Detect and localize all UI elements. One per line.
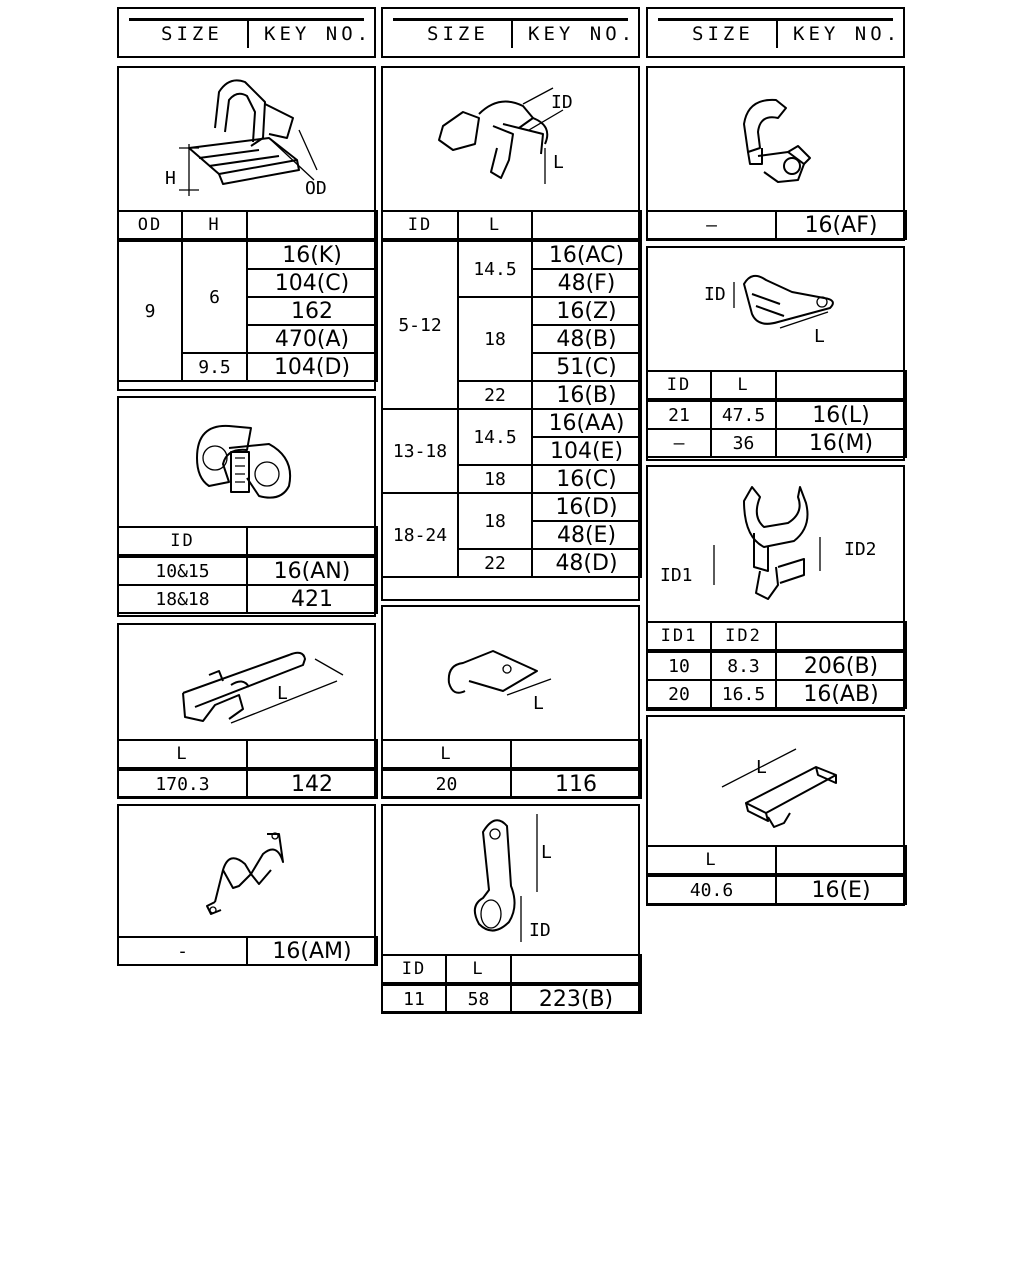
clip-drawing [119, 625, 374, 741]
cell-key: 16(L) [776, 400, 906, 429]
cell-l: 20 [382, 769, 511, 798]
cell-id2: 16.5 [711, 680, 776, 708]
panel-clip-id1-id2 [646, 465, 905, 711]
col-header-l: L [382, 740, 511, 769]
col-header-id2: ID2 [711, 622, 776, 651]
cell-key: 16(AA) [532, 409, 641, 437]
cell-id: 11 [382, 984, 446, 1013]
dim-label-h: H [165, 168, 176, 189]
col-header-l: L [458, 211, 532, 240]
dim-label-id: ID [529, 920, 551, 941]
clip-drawing [119, 806, 374, 936]
cell-key: 16(AF) [776, 211, 906, 239]
col-header-key [776, 846, 906, 875]
col-header-h: H [182, 211, 247, 240]
cell-key: 16(AN) [247, 556, 377, 585]
col-header-od: OD [118, 211, 182, 240]
cell-key: 470(A) [247, 325, 377, 353]
panel-clip-l-short [381, 605, 640, 798]
cell-key: 142 [247, 769, 377, 798]
dim-label-id1: ID1 [660, 565, 693, 586]
key-label: KEY NO. [793, 23, 902, 45]
cell-key: 421 [247, 585, 377, 613]
cell-size: - [118, 937, 247, 965]
col-header-id: ID [118, 527, 247, 556]
cell-key: 104(D) [247, 353, 377, 381]
col-header-id1: ID1 [647, 622, 711, 651]
cell-key: 48(B) [532, 325, 641, 353]
cell-key: 206(B) [776, 651, 906, 680]
clip-drawing [648, 717, 903, 847]
col-header-key [247, 211, 377, 240]
key-label: KEY NO. [528, 23, 637, 45]
cell-id: — [647, 429, 711, 457]
cell-l: 14.5 [458, 409, 532, 465]
clip-l-long-table [117, 739, 378, 799]
clip-af-table [646, 210, 907, 240]
panel-clip-am [117, 804, 376, 966]
cell-id: 18-24 [382, 493, 458, 577]
col-header-l: L [647, 846, 776, 875]
cell-key: 16(AB) [776, 680, 906, 708]
cell-id: 5-12 [382, 240, 458, 409]
cell-l: 47.5 [711, 400, 776, 429]
dim-label-l: L [533, 693, 544, 714]
key-label: KEY NO. [264, 23, 373, 45]
cell-key: 16(AC) [532, 240, 641, 269]
cell-l: 36 [711, 429, 776, 457]
col-header-key [511, 955, 641, 984]
clip-l-flat-table [646, 845, 907, 905]
cell-key: 48(D) [532, 549, 641, 577]
clip-id-l-small-table [646, 370, 907, 458]
cell-l: 170.3 [118, 769, 247, 798]
panel-clip-id-l [381, 66, 640, 601]
cell-key: 116 [511, 769, 641, 798]
panel-clip-l-long [117, 623, 376, 798]
clip-id-l-table [381, 210, 642, 578]
cell-key: 51(C) [532, 353, 641, 381]
cell-key: 223(B) [511, 984, 641, 1013]
size-label: SIZE [692, 23, 754, 45]
clip-drawing [119, 68, 374, 212]
cell-h: 6 [182, 240, 247, 353]
clip-id1-id2-table [646, 621, 907, 709]
dim-label-l: L [541, 842, 552, 863]
cell-id: 13-18 [382, 409, 458, 493]
col-header-key [776, 371, 906, 400]
col-header-l: L [118, 740, 247, 769]
col-header-key [247, 740, 377, 769]
cell-h: 9.5 [182, 353, 247, 381]
clip-od-h-table [117, 210, 378, 382]
cell-key: 16(AM) [247, 937, 377, 965]
cell-l: 18 [458, 493, 532, 549]
col-header-key [247, 527, 377, 556]
cell-l: 22 [458, 381, 532, 409]
clip-drawing [648, 68, 903, 212]
panel-clip-id-pair [117, 396, 376, 617]
cell-id: 10&15 [118, 556, 247, 585]
cell-l: 22 [458, 549, 532, 577]
col-header-key [776, 622, 906, 651]
cell-key: 48(E) [532, 521, 641, 549]
col-header-id: ID [382, 955, 446, 984]
clip-id-pair-table [117, 526, 378, 614]
dim-label-od: OD [305, 178, 327, 199]
cell-id2: 8.3 [711, 651, 776, 680]
col-header-key [511, 740, 641, 769]
cell-l: 18 [458, 465, 532, 493]
cell-id1: 10 [647, 651, 711, 680]
col-header-l: L [711, 371, 776, 400]
clip-drawing [648, 467, 903, 623]
col-header-id: ID [382, 211, 458, 240]
cell-l: 14.5 [458, 240, 532, 297]
clip-drawing [119, 398, 374, 528]
cell-key: 16(E) [776, 875, 906, 904]
cell-key: 16(D) [532, 493, 641, 521]
col-header-l: L [446, 955, 511, 984]
cell-key: 16(K) [247, 240, 377, 269]
col-header-key [532, 211, 641, 240]
clip-drawing [383, 806, 638, 956]
dim-label-id: ID [551, 92, 573, 113]
col-header-id: ID [647, 371, 711, 400]
dim-label-id: ID [704, 284, 726, 305]
panel-clip-id-l-small [646, 246, 905, 461]
cell-od: 9 [118, 240, 182, 381]
cell-key: 16(C) [532, 465, 641, 493]
cell-key: 16(B) [532, 381, 641, 409]
header-col2 [381, 7, 640, 58]
header-col3 [646, 7, 905, 58]
panel-clip-od-h [117, 66, 376, 391]
cell-l: 58 [446, 984, 511, 1013]
header-col1 [117, 7, 376, 58]
cell-id: 18&18 [118, 585, 247, 613]
cell-id: 21 [647, 400, 711, 429]
panel-clip-p-type [381, 804, 640, 1013]
clip-drawing [383, 607, 638, 739]
panel-clip-l-flat [646, 715, 905, 906]
clip-p-type-table [381, 954, 642, 1014]
dim-label-id2: ID2 [844, 539, 877, 560]
cell-l: 18 [458, 297, 532, 381]
dim-label-l: L [814, 326, 825, 347]
cell-size: — [647, 211, 776, 239]
size-label: SIZE [161, 23, 223, 45]
cell-key: 104(E) [532, 437, 641, 465]
size-label: SIZE [427, 23, 489, 45]
panel-clip-af [646, 66, 905, 241]
clip-drawing [383, 68, 638, 212]
clip-am-table [117, 936, 378, 966]
cell-key: 162 [247, 297, 377, 325]
dim-label-l: L [756, 757, 767, 778]
cell-key: 104(C) [247, 269, 377, 297]
cell-key: 48(F) [532, 269, 641, 297]
cell-key: 16(M) [776, 429, 906, 457]
cell-id1: 20 [647, 680, 711, 708]
cell-key: 16(Z) [532, 297, 641, 325]
cell-l: 40.6 [647, 875, 776, 904]
dim-label-l: L [553, 152, 564, 173]
clip-drawing [648, 248, 903, 372]
dim-label-l: L [277, 683, 288, 704]
clip-l-short-table [381, 739, 642, 799]
